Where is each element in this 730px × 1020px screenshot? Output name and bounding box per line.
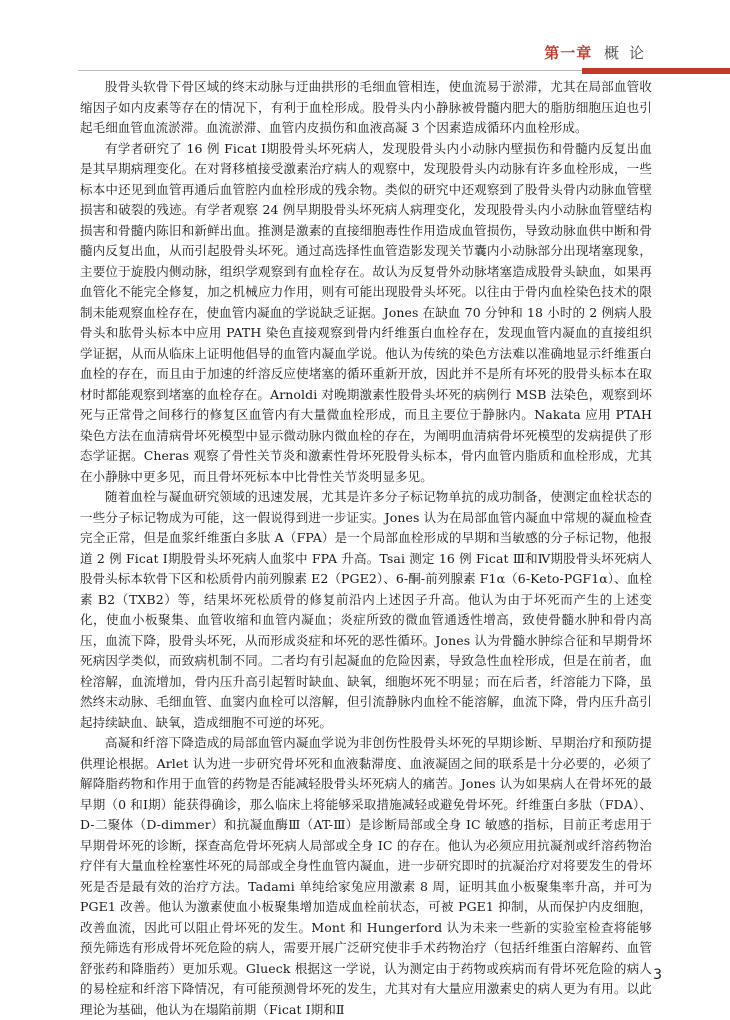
chapter-topic: 概论 [603,44,654,62]
body-text [80,77,652,1020]
paragraph-2: 有学者研究了 16 例 Ficat Ⅰ期股骨头坏死病人，发现股骨头内小动脉内壁损伤和骨髓内反复出血是其早期病理变化。在对肾移植接受激素治疗病人的观察中，发现股骨头内动脉有许多血栓形成，一些标本中还见到血管再通后血管腔内血栓形成的残余物。类似的研究中还观察到了股骨头骨内动脉血管壁损害和破裂的残迹。有学者观察 24 例早期股骨头坏死病人病理变化，发现股骨头内小动脉血管壁结构损害和骨髓内陈旧和新鲜出血。推测是激素的直接细胞毒性作用造成血管损伤，导致动脉血供中断和骨髓内反复出血，从而引起股骨头坏死。通过高选择性血管造影发现关节囊内小动脉部分出现堵塞现象，主要位于旋股内侧动脉，组织学观察到有血栓存在。故认为反复骨外动脉堵塞造成股骨头缺血，如果再血管化不能完全修复，加之机械应力作用，则有可能出现股骨头坏死。以往由于骨内血栓染色技术的限制未能观察血栓存在，使血管内凝血的学说缺乏证据。Jones 在缺血 70 分钟和 18 小时的 2 例病人股骨头和肱骨头标本中应用 PATH 染色直接观察到骨内纤维蛋白血栓存在，发现血管内凝血的直接组织学证据，从而从临床上证明他倡导的血管内凝血学说。他认为传统的染色方法难以准确地显示纤维蛋白血栓的存在，而且由于加速的纤溶反应使堵塞的循环重新开放，因此并不是所有坏死的股骨头标本在取材时都能观察到堵塞的血栓存在。Arnoldi 对晚期激素性股骨头坏死的病例行 MSB 法染色，观察到坏死与正常骨之间移行的修复区血管内有大量微血栓形成，而且主要位于静脉内。Nakata 应用 PTAH 染色方法在血清病骨坏死模型中显示微动脉内微血栓的存在，为阐明血清病骨坏死模型的发病提供了形态学证据。Cheras 观察了骨性关节炎和激素性骨坏死股骨头标本，骨内血管内脂质和血栓形成，尤其在小静脉中更多见，而且骨坏死标本中比骨性关节炎明显多见。 [80,140,652,484]
header-accent-bar [582,68,730,74]
page-number: 3 [653,967,662,983]
paragraph-3: 随着血栓与凝血研究领域的迅速发展，尤其是许多分子标记物单抗的成功制备，使测定血栓状态的一些分子标记物成为可能，这一假说得到进一步证实。Jones 认为在局部血管内凝血中常规的凝血检查完全正常，但是血浆纤维蛋白多肽 A（FPA）是一个局部血栓形成的早期和当敏感的分子标记物，他报道 2 例 Ficat Ⅰ期股骨头坏死病人血浆中 FPA 升高。Tsai 测定 16 例 Ficat Ⅲ和Ⅳ期股骨头坏死病人股骨头标本软骨下区和松质骨内前列腺素 E2（PGE2）、6-酮-前列腺素 F1α（6-Keto-PGF1α）、血栓素 B2（TXB2）等，结果坏死松质骨的修复前沿内上述因子升高。他认为由于坏死而产生的上述变化，使血小板聚集、血管收缩和血管内凝血；炎症所致的微血管通透性增高，致使骨髓水肿和骨内高压，血流下降，股骨头坏死，从而形成炎症和坏死的恶性循环。Jones 认为骨髓水肿综合征和早期骨坏死病因学类似，而致病机制不同。二者均有引起凝血的危险因素，导致急性血栓形成，但是在前者，血栓溶解，血流增加，骨内压升高引起暂时缺血、缺氧，细胞坏死不明显；而在后者，纤溶能力下降，虽然终末动脉、毛细血管、血窦内血栓可以溶解，但引流静脉内血栓不能溶解，血流下降，骨内压升高引起持续缺血、缺氧，造成细胞不可逆的坏死。 [80,489,652,730]
header-rule [78,70,582,71]
running-header [0,34,730,64]
paragraph-1: 股骨头软骨下骨区域的终末动脉与迂曲拱形的毛细血管相连，使血流易于淤滞，尤其在局部血管收缩因子如内皮素等存在的情况下，有利于血栓形成。股骨头内小静脉被骨髓内肥大的脂肪细胞压迫也引起毛细血管血流淤滞。血流淤滞、血管内皮损伤和血液高凝 3 个因素造成循环内血栓形成。 [80,79,652,135]
chapter-heading [544,42,654,63]
chapter-label: 第一章 [544,44,593,62]
paragraph-4: 高凝和纤溶下降造成的局部血管内凝血学说为非创伤性股骨头坏死的早期诊断、早期治疗和预防提供理论根据。Arlet 认为进一步研究骨坏死和血液黏滞度、血液凝固之间的联系是十分必要的，必须了解降脂药物和作用于血管的药物是否能减轻股骨头坏死病人的痛苦。Jones 认为如果病人在骨坏死的最早期（0 和Ⅰ期）能获得确诊，那么临床上将能够采取措施减轻或避免骨坏死。纤维蛋白多肽（FDA）、D-二聚体（D-dimmer）和抗凝血酶Ⅲ（AT-Ⅲ）是诊断局部或全身 IC 敏感的指标，目前正考虑用于早期骨坏死的诊断，探查高危骨坏死病人局部或全身 IC 的存在。他认为必须应用抗凝剂或纤溶药物治疗伴有大量血栓栓塞性坏死的局部或全身性血管内凝血，进一步研究即时的抗凝治疗对将要发生的骨坏死是否是最有效的治疗方法。Tadami 单纯给家兔应用激素 8 周，证明其血小板聚集率升高，并可为 PGE1 改善。他认为激素使血小板聚集增加造成血栓前状态，可被 PGE1 抑制，从而保护内皮细胞，改善血流，因此可以阻止骨坏死的发生。Mont 和 Hungerford 认为未来一些新的实验室检查将能够预先筛选有形成骨坏死危险的病人，需要开展广泛研究使非手术药物治疗（包括纤维蛋白溶解药、血管舒张药和降脂药）更加乐观。Glueck 根据这一学说，认为测定由于药物或疾病而有骨坏死危险的病人的易栓症和纤溶下降情况，有可能预测骨坏死的发生，尤其对有大量应用激素史的病人更为有用。以此理论为基础，他认为在塌陷前期（Ficat Ⅰ期和Ⅱ [80,735,652,1017]
